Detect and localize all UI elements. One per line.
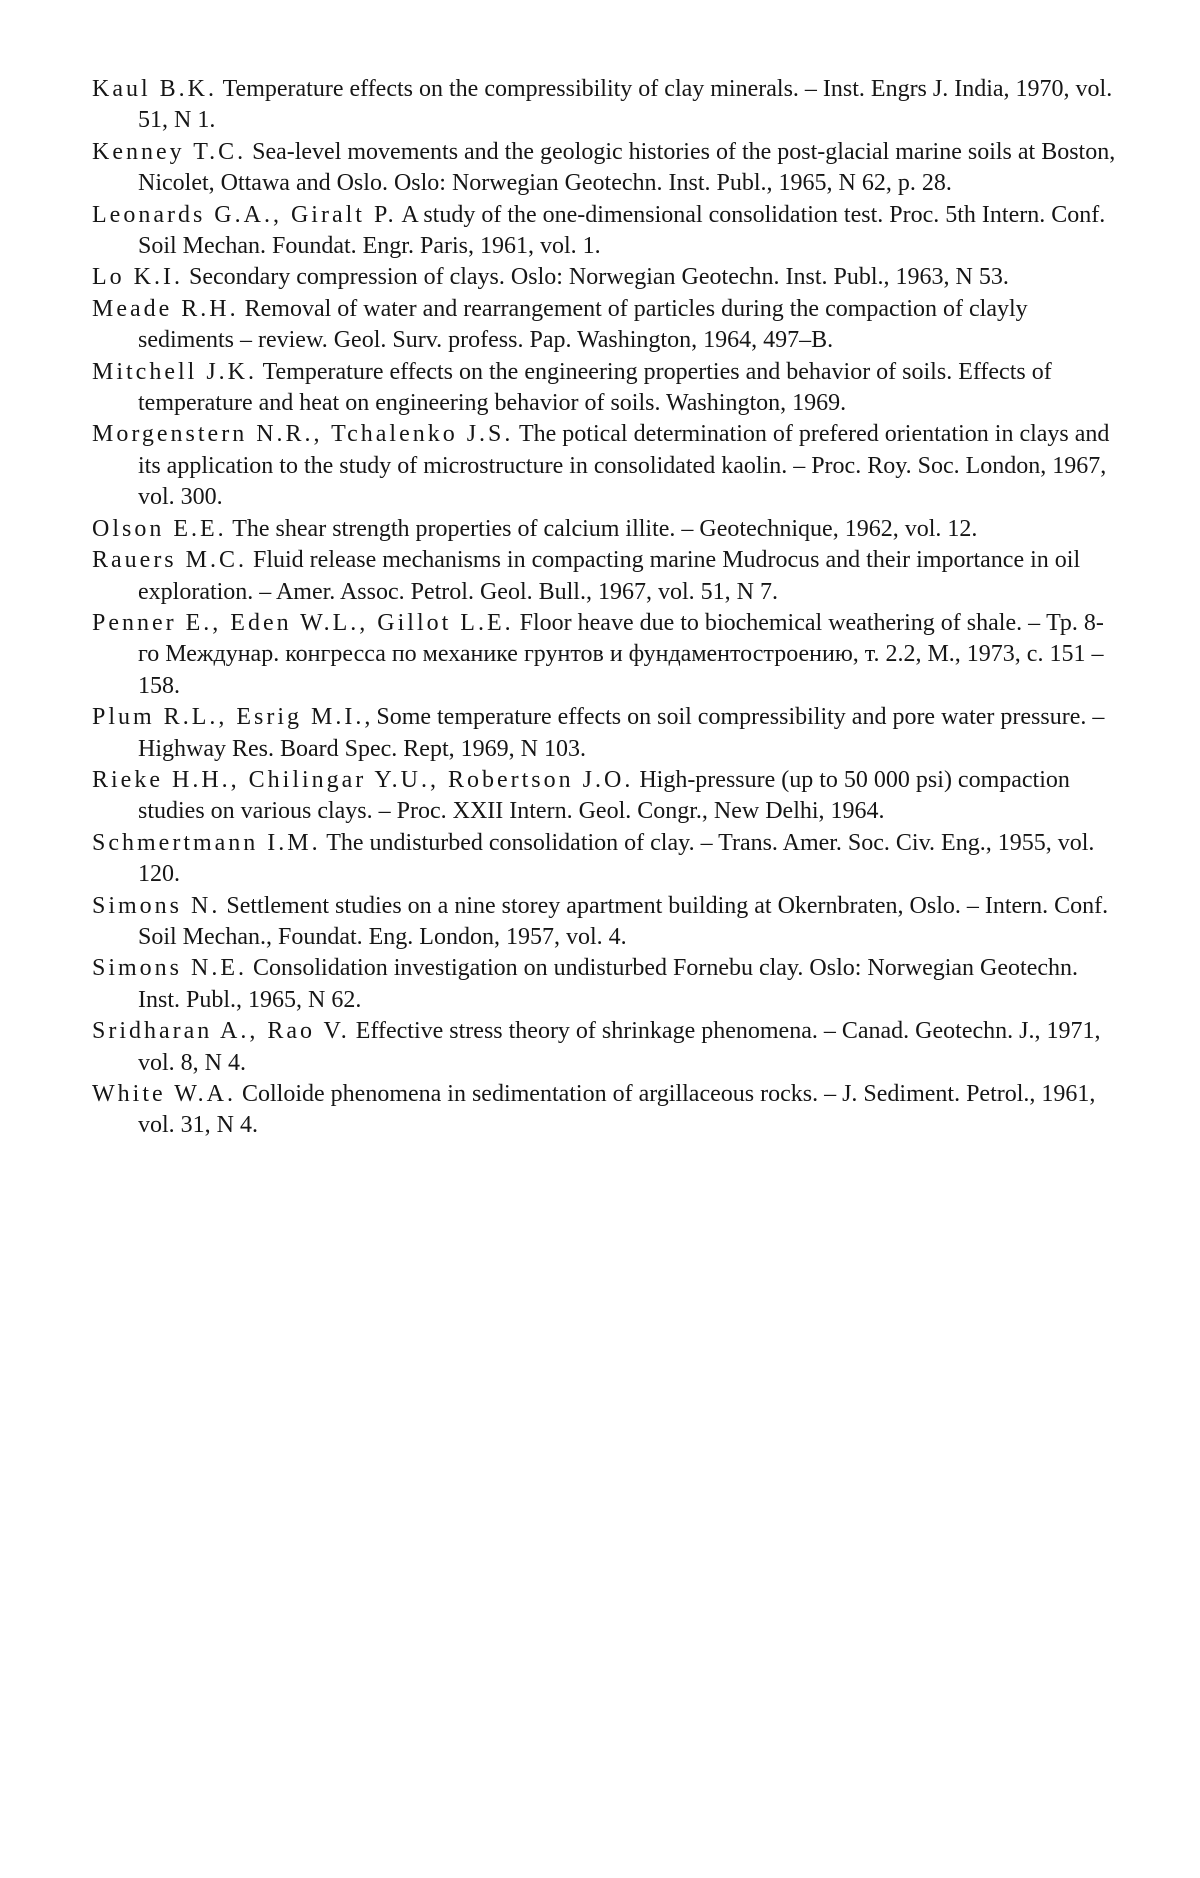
reference-text: Temperature effects on the engineering properties and behavior of soils. Effects of temperature and heat on engineering behavior of soils. Washington, 1969.	[138, 358, 1052, 417]
reference-text: Sea-level movements and the geologic histories of the post-glacial marine soils at Boston, Nicolet, Ottawa and Oslo. Oslo: Norwegian Geotechn. Inst. Publ., 1965, N 62, p. 28.	[138, 138, 1116, 197]
reference-authors: Morgenstern N.R., Tchalenko J.S.	[92, 421, 514, 448]
reference-text: Secondary compression of clays. Oslo: Norwegian Geotechn. Inst. Publ., 1963, N 53.	[182, 264, 1009, 291]
reference-entry	[92, 1016, 1122, 1079]
reference-text: The shear strength properties of calcium illite. – Geotechnique, 1962, vol. 12.	[226, 515, 978, 542]
reference-entry	[92, 419, 1122, 513]
reference-entry	[92, 200, 1122, 263]
reference-authors: Mitchell J.K.	[92, 358, 257, 385]
reference-text: , Some temperature effects on soil compressibility and pore water pressure. – Highway Res. Board Spec. Rept, 1969, N 103.	[138, 704, 1105, 762]
reference-authors: Plum R.L., Esrig M.I.	[92, 704, 365, 731]
reference-authors: Rauers M.C.	[92, 547, 247, 574]
reference-text: The undisturbed consolidation of clay. – Trans. Amer. Soc. Civ. Eng., 1955, vol. 120.	[138, 829, 1095, 888]
reference-text: Temperature effects on the compressibility of clay minerals. – Inst. Engrs J. India, 1970, vol. 51, N 1.	[138, 76, 1113, 134]
reference-text: Settlement studies on a nine storey apartment building at Okernbraten, Oslo. – Intern. Conf. Soil Mechan., Foundat. Eng. London, 1957, vol. 4.	[138, 892, 1109, 950]
reference-entry	[92, 74, 1122, 137]
reference-entry	[92, 545, 1122, 608]
reference-authors: Kenney T.C.	[92, 138, 247, 165]
reference-text: Colloide phenomena in sedimentation of argillaceous rocks. – J. Sediment. Petrol., 1961, vol. 31, N 4.	[138, 1081, 1096, 1139]
reference-entry	[92, 262, 1122, 293]
reference-text: A study of the one-dimensional consolidation test. Proc. 5th Intern. Conf. Soil Mechan. Foundat. Engr. Paris, 1961, vol. 1.	[138, 201, 1106, 260]
reference-list	[92, 74, 1122, 1142]
reference-authors: Meade R.H.	[92, 295, 239, 322]
reference-entry	[92, 702, 1122, 765]
reference-text: Floor heave due to biochemical weathering of shale. – Тр. 8-го Междунар. конгресса по механике грунтов и фундаментостроению, т. 2.2, М., 1973, с. 151 – 158.	[138, 609, 1104, 699]
reference-authors: Lo K.I.	[92, 264, 183, 291]
reference-text: High-pressure (up to 50 000 psi) compaction studies on various clays. – Proc. XXII Intern. Geol. Congr., New Delhi, 1964.	[138, 766, 1070, 825]
reference-authors: Penner E., Eden W.L., Gillot L.E.	[92, 609, 514, 636]
reference-authors: Olson E.E.	[92, 515, 227, 542]
reference-authors: Rieke H.H., Chilingar Y.U., Robertson J.O.	[92, 766, 634, 793]
reference-text: Effective stress theory of shrinkage phenomena. – Canad. Geotechn. J., 1971, vol. 8, N 4.	[138, 1018, 1101, 1076]
reference-entry	[92, 1079, 1122, 1142]
reference-authors: Simons N.E.	[92, 955, 248, 982]
reference-entry	[92, 137, 1122, 200]
reference-authors: White W.A.	[92, 1081, 236, 1107]
reference-authors: Sridharan A., Rao V.	[92, 1018, 350, 1045]
reference-entry	[92, 765, 1122, 828]
reference-entry	[92, 294, 1122, 357]
reference-authors: Kaul B.K.	[92, 76, 217, 102]
reference-text: Removal of water and rearrangement of particles during the compaction of clayly sediments – review. Geol. Surv. profess. Pap. Washington, 1964, 497–B.	[138, 295, 1028, 354]
reference-authors: Schmertmann I.M.	[92, 829, 321, 856]
reference-entry	[92, 953, 1122, 1016]
reference-text: Fluid release mechanisms in compacting marine Mudrocus and their importance in oil exploration. – Amer. Assoc. Petrol. Geol. Bull., 1967, vol. 51, N 7.	[138, 547, 1081, 605]
reference-entry	[92, 608, 1122, 702]
reference-text: Consolidation investigation on undisturbed Fornebu clay. Oslo: Norwegian Geotechn. Inst. Publ., 1965, N 62.	[138, 955, 1078, 1013]
reference-entry	[92, 514, 1122, 545]
reference-entry	[92, 828, 1122, 891]
reference-entry	[92, 357, 1122, 420]
reference-authors: Leonards G.A., Giralt P.	[92, 201, 397, 228]
reference-text: The potical determination of prefered orientation in clays and its application to the study of microstructure in consolidated kaolin. – Proc. Roy. Soc. London, 1967, vol. 300.	[138, 421, 1110, 511]
reference-entry	[92, 891, 1122, 954]
reference-authors: Simons N.	[92, 892, 221, 919]
